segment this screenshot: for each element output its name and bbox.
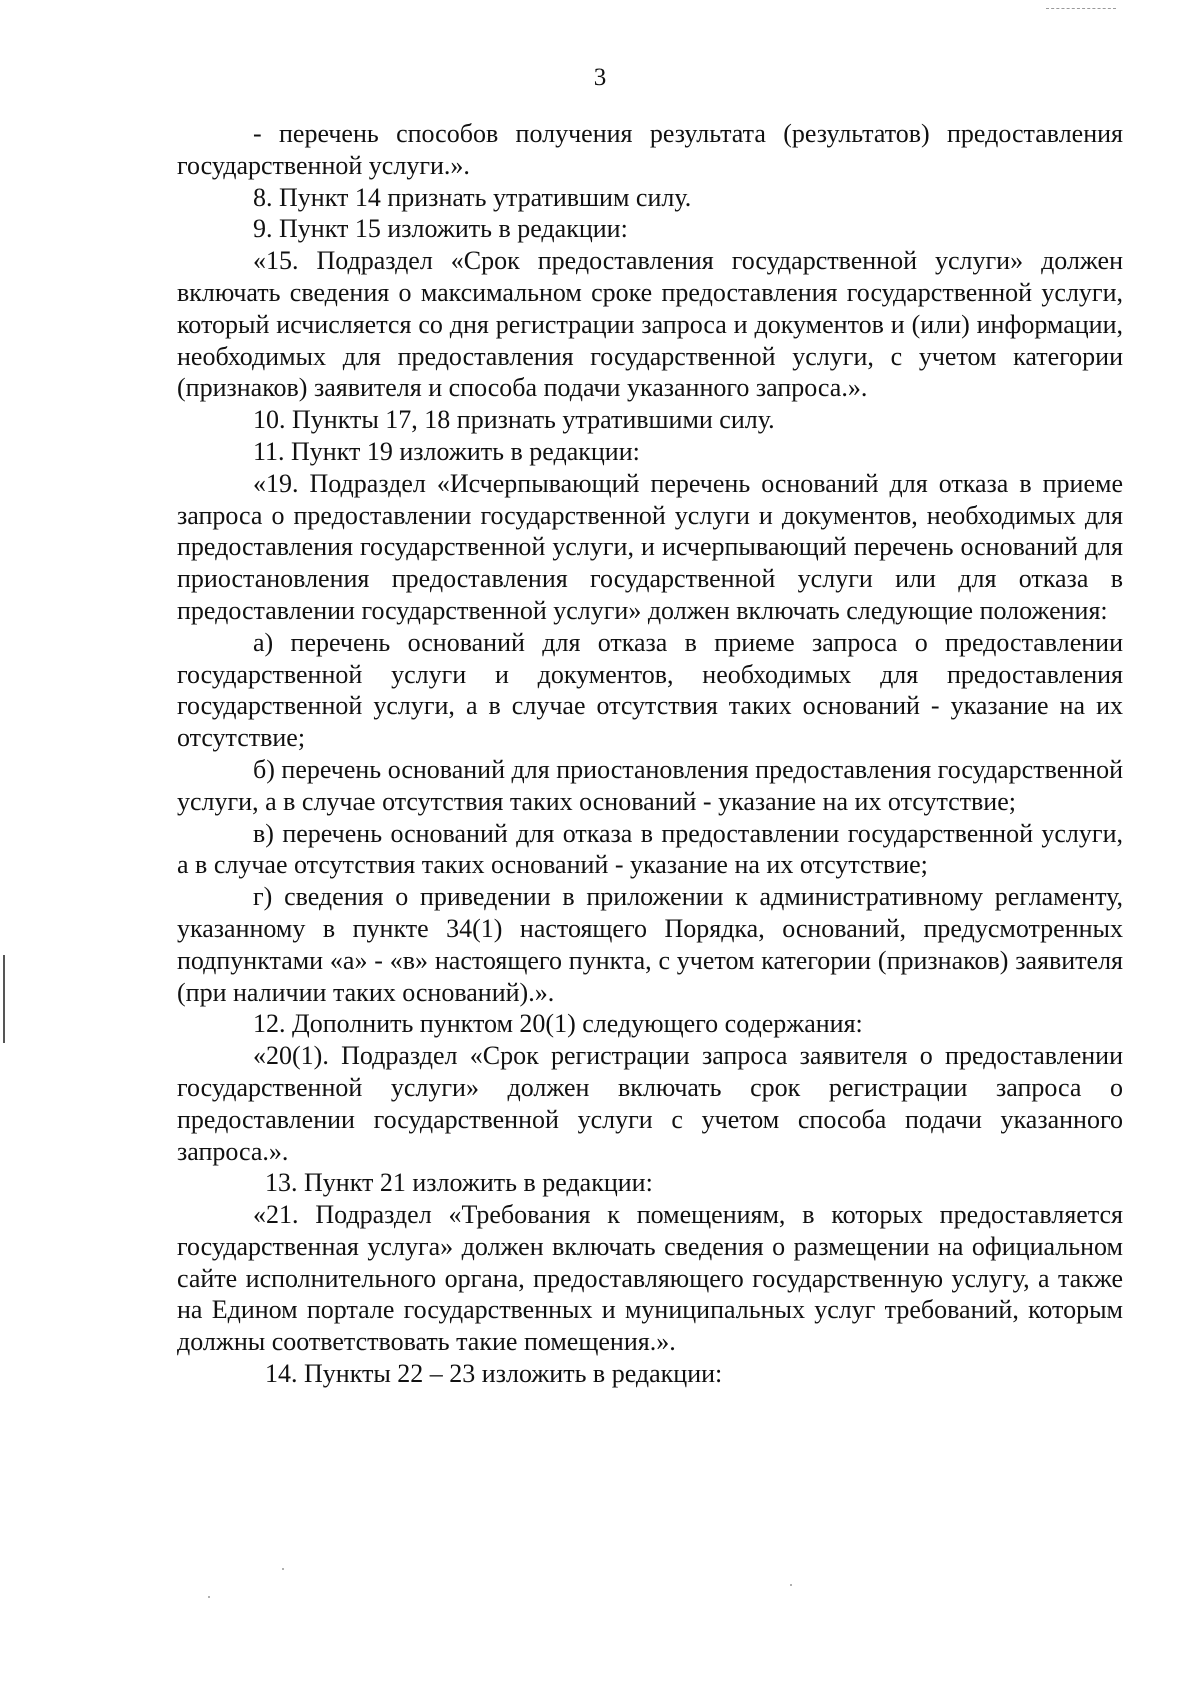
paragraph-item-9: 9. Пункт 15 изложить в редакции: — [253, 214, 628, 244]
paragraph-item-11: 11. Пункт 19 изложить в редакции: — [253, 436, 640, 466]
page-number: 3 — [593, 64, 607, 91]
document-body — [177, 118, 1123, 1390]
scan-artifact-top — [1046, 8, 1116, 11]
paragraph-clause-20-1: «20(1). Подраздел «Срок регистрации запроса заявителя о предоставлении государственной услуги» должен включать срок регистрации запроса о предоставлении государственной услуги с учетом способа подачи указанного запроса.». — [177, 1041, 1123, 1166]
scan-artifact-left-edge — [3, 955, 5, 1043]
paragraph-clause-19: «19. Подраздел «Исчерпывающий перечень оснований для отказа в приеме запроса о предоставлении государственной услуги и документов, необходимых для предоставления государственной услуги, и исчерпывающий перечень оснований для приостановления предоставления государственной услуги или для отказа в предоставлении государственной услуги» должен включать следующие положения: — [177, 468, 1123, 625]
scan-speck — [208, 1596, 210, 1598]
paragraph-result-methods: - перечень способов получения результата (результатов) предоставления государственной услуги.». — [177, 119, 1123, 180]
paragraph-item-14: 14. Пункты 22 – 23 изложить в редакции: — [265, 1359, 723, 1389]
paragraph-item-8: 8. Пункт 14 признать утратившим силу. — [253, 182, 692, 212]
paragraph-subitem-b: б) перечень оснований для приостановления предоставления государственной услуги, а в случае отсутствия таких оснований - указание на их отсутствие; — [177, 754, 1123, 816]
paragraph-item-13: 13. Пункт 21 изложить в редакции: — [265, 1168, 653, 1198]
paragraph-item-10: 10. Пункты 17, 18 признать утратившими силу. — [253, 405, 775, 435]
paragraph-subitem-v: в) перечень оснований для отказа в предоставлении государственной услуги, а в случае отсутствия таких оснований - указание на их отсутствие; — [177, 818, 1123, 880]
paragraph-clause-15: «15. Подраздел «Срок предоставления государственной услуги» должен включать сведения о максимальном сроке предоставления государственной услуги, который исчисляется со дня регистрации запроса и документов и (или) информации, необходимых для предоставления государственной услуги, с учетом категории (признаков) заявителя и способа подачи указанного запроса.». — [177, 246, 1123, 403]
paragraph-item-12: 12. Дополнить пунктом 20(1) следующего содержания: — [253, 1009, 863, 1039]
paragraph-subitem-a: а) перечень оснований для отказа в приеме запроса о предоставлении государственной услуги и документов, необходимых для предоставления государственной услуги, а в случае отсутствия таких оснований - указание на их отсутствие; — [177, 627, 1123, 753]
scan-speck — [282, 1568, 284, 1570]
paragraph-subitem-g: г) сведения о приведении в приложении к административному регламенту, указанному в пункте 34(1) настоящего Порядка, оснований, предусмотренных подпунктами «а» - «в» настоящего пункта, с учетом категории (признаков) заявителя (при наличии таких оснований).». — [177, 882, 1123, 1007]
scan-speck — [790, 1584, 792, 1586]
paragraph-clause-21: «21. Подраздел «Требования к помещениям, в которых предоставляется государственная услуга» должен включать сведения о размещении на официальном сайте исполнительного органа, предоставляющего государственную услугу, а также на Едином портале государственных и муниципальных услуг требований, которым должны соответствовать такие помещения.». — [177, 1200, 1123, 1357]
